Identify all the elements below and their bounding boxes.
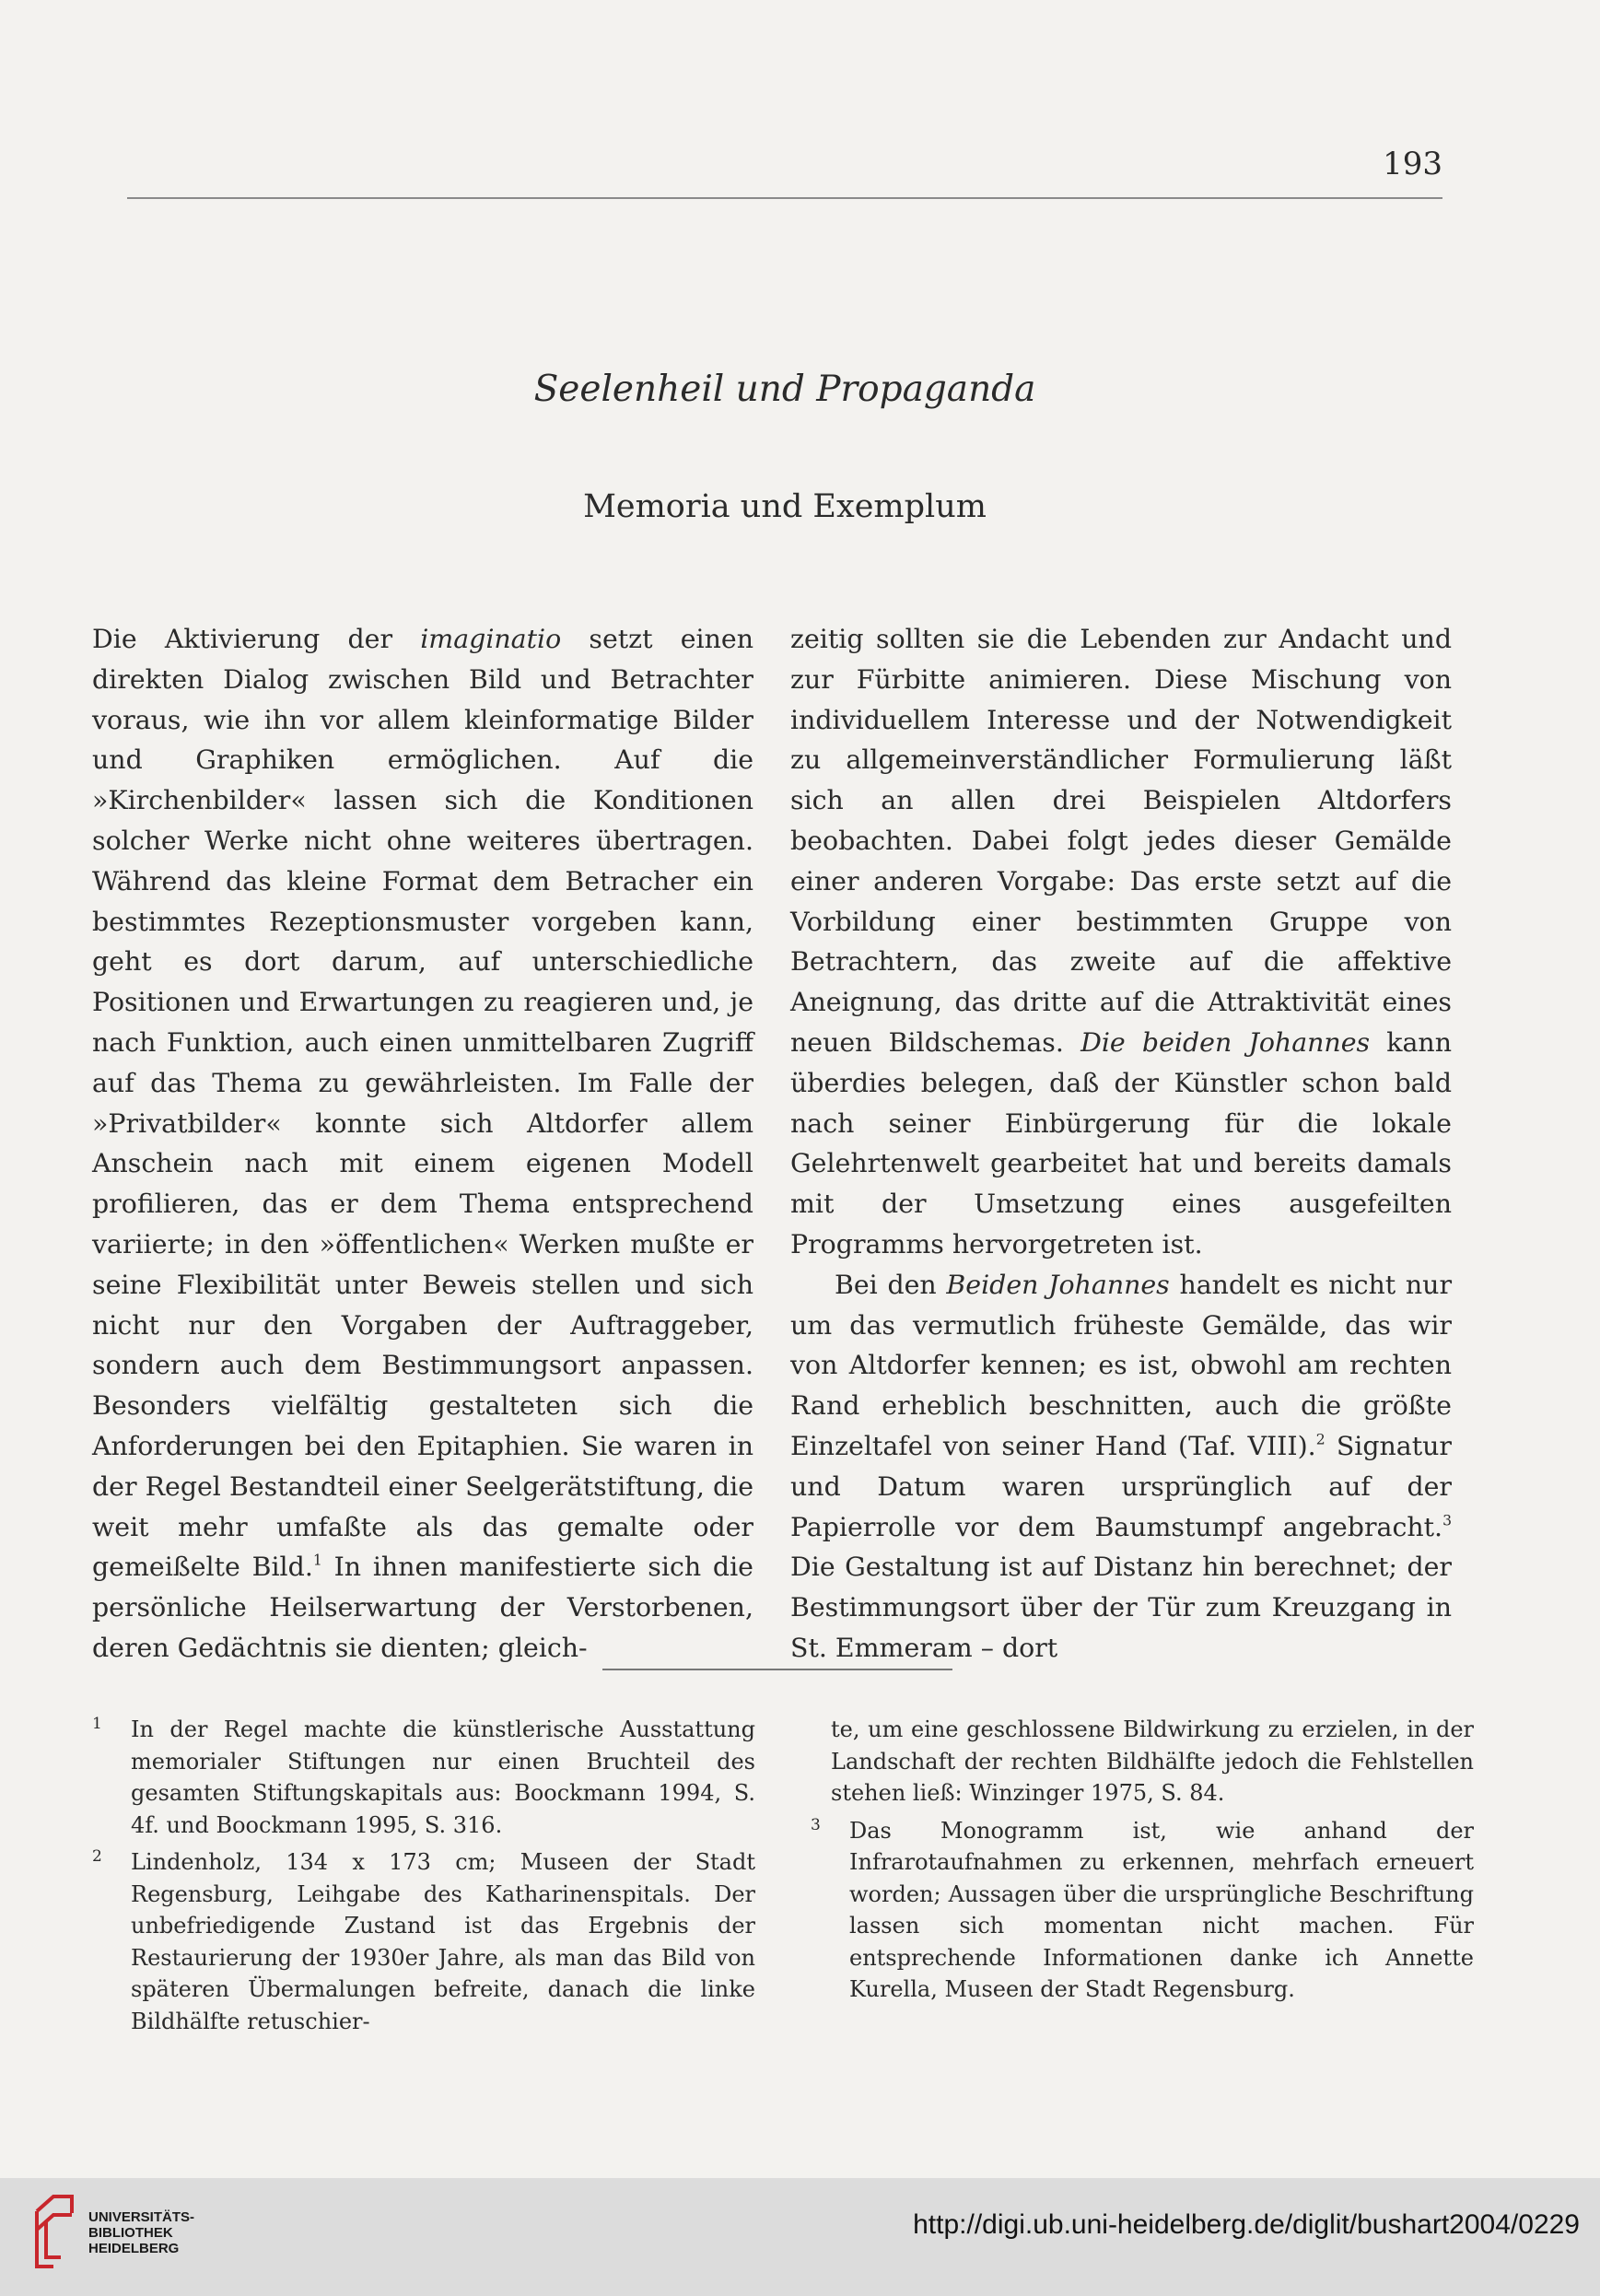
body-column-right <box>790 619 1452 1669</box>
emphasis-text: Beiden Johannes <box>946 1269 1170 1300</box>
body-text: Die Aktivierung der <box>92 624 421 654</box>
footnote-text: Lindenholz, 134 x 173 cm; Museen der Stadt Regensburg, Leihgabe des Katharinenspitals. Der unbefriedigende Zustand ist das Ergebnis der Restaurierung der 1930er Jahre, als man das Bild von späteren Übermalungen befreite, danach die linke Bildhälfte retuschier- <box>131 1849 755 2034</box>
body-text: setzt einen direkten Dialog zwischen Bild und Betrachter voraus, wie ihn vor allem kleinformatige Bilder und Graphiken ermöglichen. Auf die »Kirchenbilder« lassen sich die Konditionen solcher Werke nicht ohne weiteres übertragen. Während das kleine Format dem Betracher ein bestimmtes Rezeptionsmuster vorgeben kann, geht es dort darum, auf unterschiedliche Positionen und Erwartungen zu reagieren und, je nach Funktion, auch einen unmittelbaren Zugriff auf das Thema zu gewährleisten. Im Falle der »Privatbilder« konnte sich Altdorfer allem Anschein nach mit einem eigenen Modell profilieren, das er dem Thema entsprechend variierte; in den »öffentlichen« Werken mußte er seine Flexibilität unter Beweis stellen und sich nicht nur den Vorgaben der Auftraggeber, sondern auch dem Bestimmungsort anpassen. Besonders vielfältig gestalteten sich die Anforderungen bei den Epitaphien. Sie waren in der Regel Bestandteil einer Seelgerätstiftung, die weit mehr umfaßte als das gemalte oder gemeißelte Bild. <box>92 624 753 1583</box>
emphasis-text: imaginatio <box>420 624 562 654</box>
body-text: Die Gestaltung ist auf Distanz hin berechnet; der Bestimmungsort über der Tür zum Kreuzgang in St. Emmeram – dort <box>790 1552 1452 1663</box>
section-title: Seelenheil und Propaganda <box>533 369 1036 410</box>
footnote-2-continued: te, um eine geschlossene Bildwirkung zu erzielen, in der Landschaft der rechten Bildhälfte jedoch die Fehlstellen stehen ließ: Winzinger 1975, S. 84. <box>831 1716 1474 1806</box>
footnote-ref-2[interactable]: 2 <box>1315 1431 1326 1448</box>
header-rule <box>127 197 1442 199</box>
body-paragraph <box>790 1265 1452 1669</box>
body-paragraph <box>92 619 753 1669</box>
library-name: UNIVERSITÄTS- BIBLIOTHEK HEIDELBERG <box>88 2209 195 2256</box>
body-text: Bei den <box>835 1269 947 1300</box>
footnote-text: In der Regel machte die künstlerische Ausstattung memorialer Stiftungen nur einen Bruchteil des gesamten Stiftungskapitals aus: Boockmann 1994, S. 4f. und Boockmann 1995, S. 316. <box>131 1716 755 1838</box>
footnotes-left <box>92 1714 755 2043</box>
footnote-2 <box>92 1846 755 2037</box>
source-url-link[interactable]: http://digi.ub.uni-heidelberg.de/diglit/bushart2004/0229 <box>913 2209 1580 2240</box>
footnote-3 <box>811 1815 1474 2006</box>
footnote-number: 1 <box>92 1715 102 1733</box>
body-text: In ihnen manifestierte sich die persönliche Heilserwartung der Verstorbenen, deren Gedächtnis sie dienten; gleich- <box>92 1552 753 1663</box>
footnote-ref-1[interactable]: 1 <box>312 1552 322 1569</box>
body-text: Signatur und Datum waren ursprünglich auf der Papierrolle vor dem Baumstumpf angebracht. <box>790 1430 1452 1542</box>
footnote-number: 3 <box>811 1815 821 1834</box>
footnote-number: 2 <box>92 1847 102 1866</box>
footnote-text: Das Monogramm ist, wie anhand der Infrarotaufnahmen zu erkennen, mehrfach erneuert worden; Aussagen über die ursprüngliche Beschriftung lassen sich momentan nicht machen. Für entsprechende Informationen danke ich Annette Kurella, Museen der Stadt Regensburg. <box>849 1817 1474 2002</box>
subsection-title: Memoria und Exemplum <box>583 488 987 525</box>
body-text: zeitig sollten sie die Lebenden zur Andacht und zur Fürbitte animieren. Diese Mischung von individuellem Interesse und der Notwendigkeit zu allgemeinverständlicher Formulierung läßt sich an allen drei Beispielen Altdorfers beobachten. Dabei folgt jedes dieser Gemälde einer anderen Vorgabe: Das erste setzt auf die Vorbildung einer bestimmten Gruppe von Betrachtern, das zweite auf die affektive Aneignung, das dritte auf die Attraktivität eines neuen Bildschemas. <box>790 624 1452 1058</box>
emphasis-text: Die beiden Johannes <box>1080 1026 1371 1058</box>
footnote-rule <box>602 1669 952 1670</box>
body-text: handelt es nicht nur um das vermutlich früheste Gemälde, das wir von Altdorfer kennen; es ist, obwohl am rechten Rand erheblich beschnitten, auch die größte Einzeltafel von seiner Hand (Taf. VIII). <box>790 1269 1453 1461</box>
ub-heidelberg-logo-icon <box>33 2193 76 2270</box>
body-column-left <box>92 619 753 1669</box>
body-paragraph <box>790 619 1452 1265</box>
footnote-1 <box>92 1714 755 1841</box>
body-text: kann überdies belegen, daß der Künstler schon bald nach seiner Einbürgerung für die lokale Gelehrtenwelt gearbeitet hat und bereits damals mit der Umsetzung eines ausgefeilten Programms hervorgetreten ist. <box>790 1026 1453 1259</box>
footnote-ref-3[interactable]: 3 <box>1442 1511 1452 1529</box>
footnotes-right <box>811 1714 1474 2011</box>
page-number: 193 <box>1383 146 1442 182</box>
